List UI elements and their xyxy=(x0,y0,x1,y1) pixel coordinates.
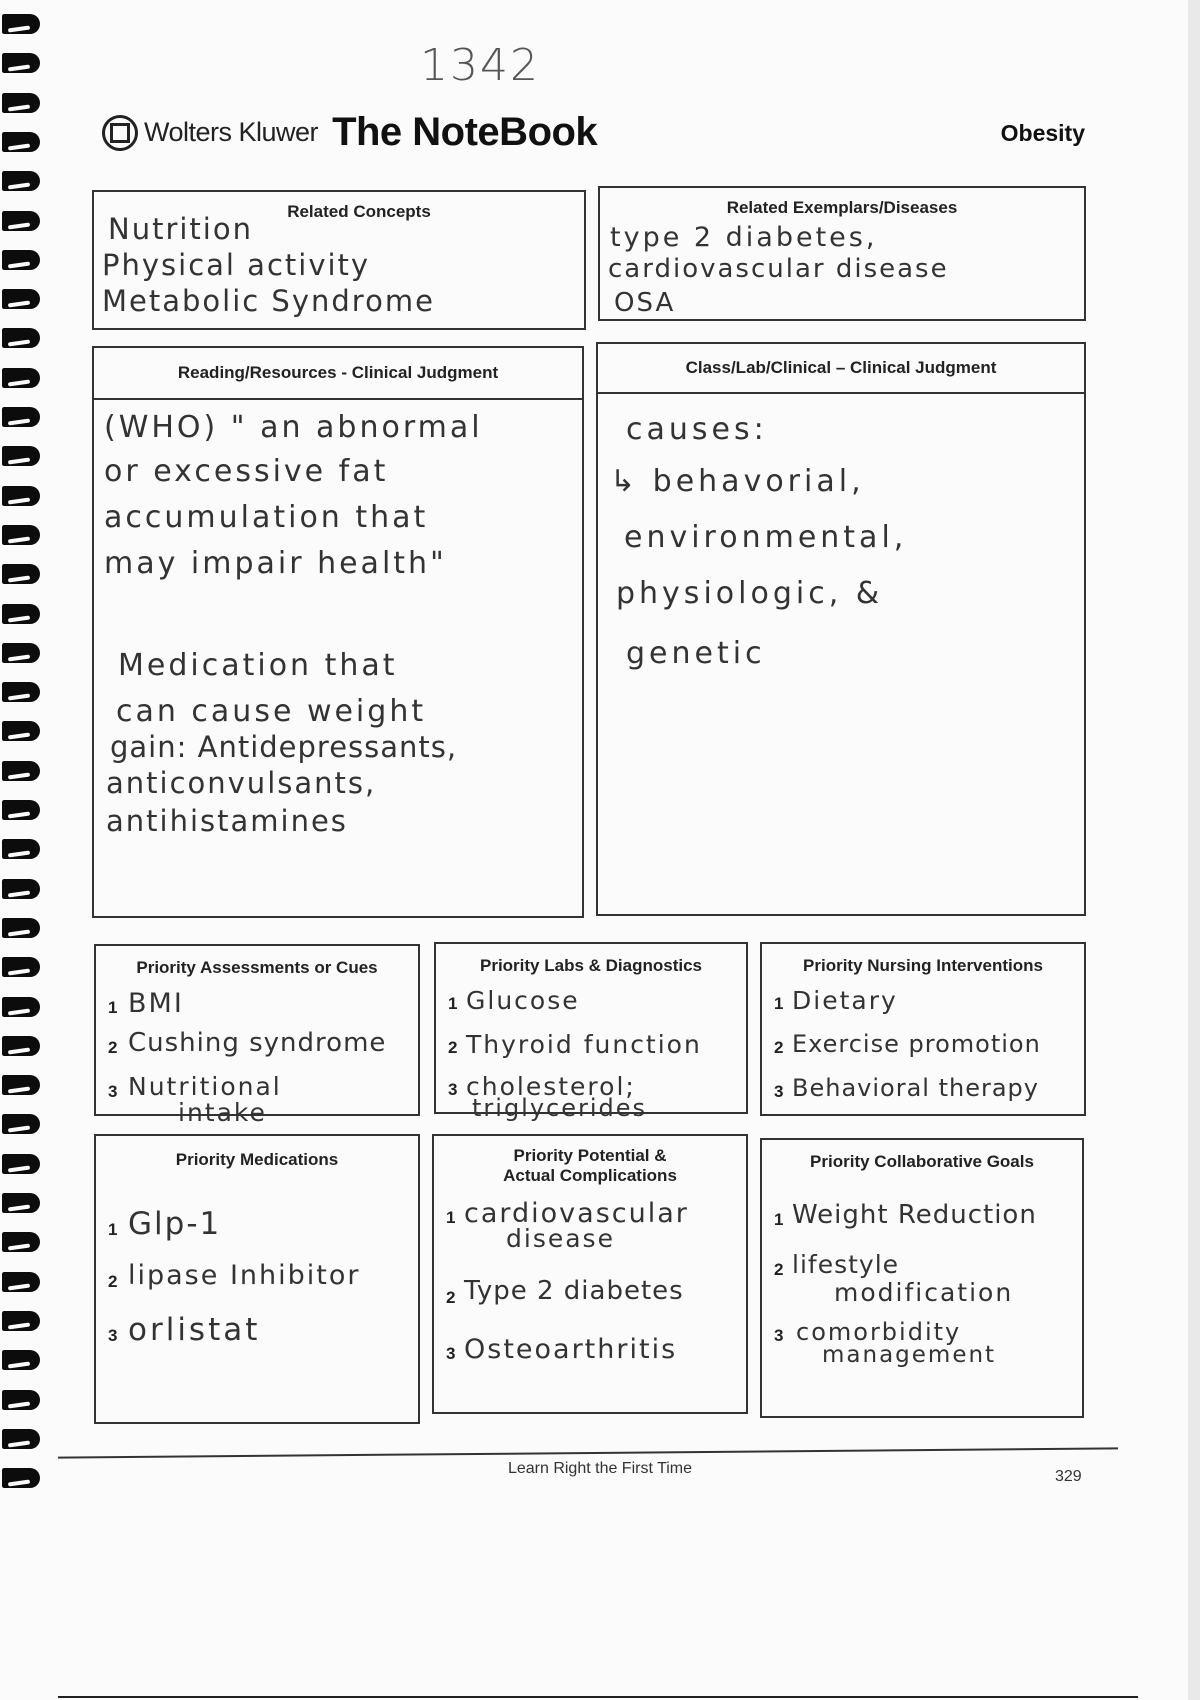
spiral-coil xyxy=(2,1350,40,1370)
spiral-coil xyxy=(2,1114,40,1134)
topic-title: Obesity xyxy=(1000,120,1085,146)
spiral-coil xyxy=(2,211,40,231)
priority-goals-box xyxy=(760,1138,1084,1418)
footer-divider xyxy=(58,1447,1118,1458)
assessment-item: Cushing syndrome xyxy=(128,1028,387,1058)
related-exemplar-entry: type 2 diabetes, xyxy=(610,222,878,253)
item-number: 1 xyxy=(446,1208,456,1227)
spiral-coil xyxy=(2,289,40,309)
spiral-coil xyxy=(2,879,40,899)
priority-labs-title: Priority Labs & Diagnostics xyxy=(480,956,702,975)
item-number: 1 xyxy=(108,998,118,1017)
spiral-coil xyxy=(2,14,40,34)
complication-item: Type 2 diabetes xyxy=(464,1276,684,1306)
priority-interventions-title: Priority Nursing Interventions xyxy=(803,956,1043,975)
lab-item: cholesterol; xyxy=(466,1072,636,1101)
reading-note-line: can cause weight xyxy=(116,694,427,729)
assessment-item: BMI xyxy=(128,988,184,1019)
reading-note-line: (WHO) " an abnormal xyxy=(104,410,483,445)
spiral-binding xyxy=(0,0,60,1560)
spiral-coil xyxy=(2,1272,40,1292)
complication-item-continued: disease xyxy=(506,1224,615,1253)
page-edge-shadow xyxy=(1188,0,1200,1700)
spiral-coil xyxy=(2,1311,40,1331)
priority-complications-box xyxy=(432,1134,748,1414)
spiral-coil xyxy=(2,1232,40,1252)
intervention-item: Exercise promotion xyxy=(792,1030,1041,1058)
spiral-coil xyxy=(2,721,40,741)
medication-item: orlistat xyxy=(128,1312,261,1348)
spiral-coil xyxy=(2,368,40,388)
priority-labs-box xyxy=(434,942,748,1122)
priority-assessments-box xyxy=(94,944,420,1127)
spiral-coil xyxy=(2,250,40,270)
brand-name: Wolters Kluwer xyxy=(144,117,319,147)
reading-resources-title: Reading/Resources - Clinical Judgment xyxy=(94,348,582,400)
class-lab-clinical-title: Class/Lab/Clinical – Clinical Judgment xyxy=(598,344,1084,394)
item-number: 3 xyxy=(448,1080,458,1099)
handwritten-page-number: 1342 xyxy=(420,40,540,91)
spiral-coil xyxy=(2,1429,40,1449)
reading-note-line: Medication that xyxy=(118,648,398,683)
goal-item: comorbidity xyxy=(796,1318,962,1346)
item-number: 2 xyxy=(446,1288,456,1307)
spiral-coil xyxy=(2,1075,40,1095)
item-number: 3 xyxy=(108,1082,118,1101)
reading-note-line: anticonvulsants, xyxy=(106,766,377,800)
spiral-coil xyxy=(2,1193,40,1213)
priority-goals-title: Priority Collaborative Goals xyxy=(810,1152,1034,1171)
item-number: 1 xyxy=(108,1220,118,1239)
spiral-coil xyxy=(2,486,40,506)
item-number: 2 xyxy=(108,1038,118,1057)
spiral-coil xyxy=(2,1390,40,1410)
goal-item-continued: modification xyxy=(834,1278,1014,1307)
related-concepts-title: Related Concepts xyxy=(287,202,431,221)
bottom-rule xyxy=(58,1696,1138,1698)
class-note-line: genetic xyxy=(626,636,766,671)
priority-interventions-box xyxy=(760,942,1086,1116)
class-note-line: physiologic, & xyxy=(616,576,884,611)
spiral-coil xyxy=(2,918,40,938)
spiral-coil xyxy=(2,132,40,152)
item-number: 2 xyxy=(774,1038,784,1057)
brand-title: The NoteBook xyxy=(332,110,598,154)
spiral-coil xyxy=(2,328,40,348)
item-number: 1 xyxy=(774,994,784,1013)
lab-item-continued: triglycerides xyxy=(472,1094,648,1122)
related-concept-entry: Metabolic Syndrome xyxy=(102,284,435,318)
reading-note-line: accumulation that xyxy=(104,500,429,535)
class-lab-clinical-box xyxy=(596,342,1086,916)
item-number: 3 xyxy=(774,1326,784,1345)
class-note-line: ↳ behavorial, xyxy=(610,464,865,499)
spiral-coil xyxy=(2,1036,40,1056)
footer-tagline: Learn Right the First Time xyxy=(507,1460,693,1477)
goal-item-continued: management xyxy=(822,1342,997,1368)
spiral-coil xyxy=(2,800,40,820)
assessment-item: Nutritional xyxy=(128,1072,282,1101)
spiral-coil xyxy=(2,682,40,702)
medication-item: lipase Inhibitor xyxy=(128,1260,361,1291)
class-note-line: causes: xyxy=(626,412,768,447)
priority-medications-title: Priority Medications xyxy=(175,1150,339,1169)
brand-header xyxy=(102,110,597,155)
related-concept-entry: Physical activity xyxy=(102,248,371,282)
spiral-coil xyxy=(2,407,40,427)
related-exemplars-box xyxy=(598,186,1086,321)
intervention-item: Behavioral therapy xyxy=(792,1074,1039,1102)
item-number: 1 xyxy=(774,1210,784,1229)
item-number: 3 xyxy=(774,1082,784,1101)
spiral-coil xyxy=(2,761,40,781)
reading-resources-box xyxy=(92,346,584,918)
complication-item: Osteoarthritis xyxy=(464,1334,678,1365)
spiral-coil xyxy=(2,604,40,624)
goal-item: Weight Reduction xyxy=(792,1200,1037,1230)
spiral-coil xyxy=(2,564,40,584)
spiral-coil xyxy=(2,171,40,191)
reading-note-line: antihistamines xyxy=(106,804,348,838)
related-exemplars-title: Related Exemplars/Diseases xyxy=(726,198,958,217)
intervention-item: Dietary xyxy=(792,986,898,1015)
spiral-coil xyxy=(2,93,40,113)
spiral-coil xyxy=(2,643,40,663)
priority-complications-title-line2: Actual Complications xyxy=(503,1166,677,1185)
goal-item: lifestyle xyxy=(792,1250,900,1279)
spiral-coil xyxy=(2,997,40,1017)
spiral-coil xyxy=(2,446,40,466)
spiral-coil xyxy=(2,839,40,859)
related-concept-entry: Nutrition xyxy=(108,212,253,246)
spiral-coil xyxy=(2,525,40,545)
item-number: 1 xyxy=(448,994,458,1013)
assessment-item-continued: intake xyxy=(178,1098,267,1127)
item-number: 2 xyxy=(448,1038,458,1057)
spiral-coil xyxy=(2,53,40,73)
priority-complications-title-line1: Priority Potential & xyxy=(513,1146,667,1165)
item-number: 2 xyxy=(108,1272,118,1291)
item-number: 3 xyxy=(446,1344,456,1363)
spiral-coil xyxy=(2,957,40,977)
reading-note-line: gain: Antidepressants, xyxy=(110,730,458,764)
item-number: 3 xyxy=(108,1326,118,1345)
complication-item: cardiovascular xyxy=(464,1198,689,1229)
priority-medications-box xyxy=(94,1134,420,1424)
priority-assessments-title: Priority Assessments or Cues xyxy=(136,958,378,977)
item-number: 2 xyxy=(774,1260,784,1279)
related-concepts-box xyxy=(92,190,586,330)
reading-note-line: may impair health" xyxy=(104,546,447,581)
wolters-kluwer-logo-icon xyxy=(102,115,138,151)
spiral-coil xyxy=(2,1154,40,1174)
reading-note-line: or excessive fat xyxy=(104,454,389,489)
footer-page-number: 329 xyxy=(1055,1468,1082,1485)
lab-item: Thyroid function xyxy=(466,1030,702,1059)
medication-item: Glp-1 xyxy=(128,1206,222,1242)
lab-item: Glucose xyxy=(466,986,580,1015)
class-note-line: environmental, xyxy=(624,520,908,555)
related-exemplar-entry: cardiovascular disease xyxy=(608,254,949,284)
related-exemplar-entry: OSA xyxy=(614,288,676,318)
